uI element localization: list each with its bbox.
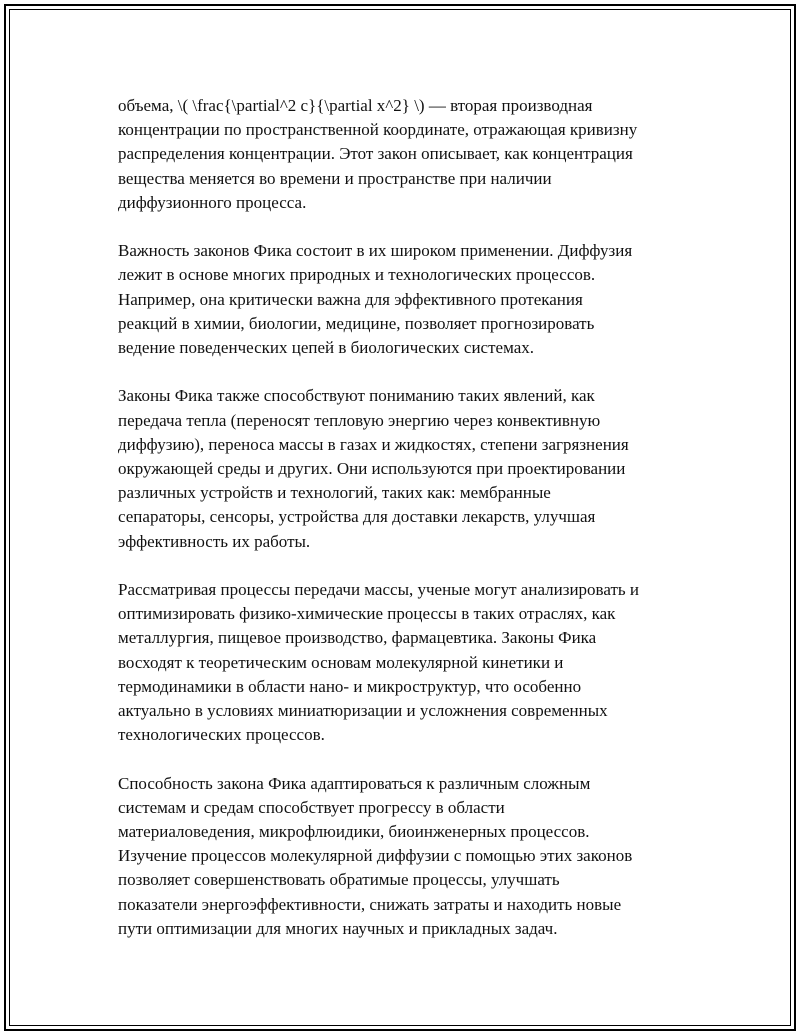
paragraph: Рассматривая процессы передачи массы, ученые могут анализировать и оптимизировать физико-химические процессы в таких отраслях, как металлургия, пищевое производство, фармацевтика. Законы Фика восходят к теоретическим основам молекулярной кинетики и термодинамики в области нано- и микроструктур, что особенно актуально в условиях миниатюризации и усложнения современных технологических процессов. [118,580,639,745]
paragraph: Способность закона Фика адаптироваться к различным сложным системам и средам способствует прогрессу в области материаловедения, микрофлюидики, биоинженерных процессов. Изучение процессов молекулярной диффузии с помощью этих законов позволяет совершенствовать обратимые процессы, улучшать показатели энергоэффективности, снижать затраты и находить новые пути оптимизации для многих научных и прикладных задач. [118,773,633,938]
paragraph: объема, \( \frac{\partial^2 c}{\partial x^2} \) — вторая производная концентрации по пространственной координате, отражающая кривизну распределения концентрации. Этот закон описывает, как концентрация вещества меняется во времени и пространстве при наличии диффузионного процесса. [118,96,638,212]
paragraph: Законы Фика также способствуют пониманию таких явлений, как передача тепла (переносят тепловую энергию через конвективную диффузию), переноса массы в газах и жидкостях, степени загрязнения окружающей среды и других. Они используются при проектировании различных устройств и технологий, таких как: мембранные сепараторы, сенсоры, устройства для доставки лекарств, улучшая эффективность их работы. [118,386,629,551]
paragraph: Важность законов Фика состоит в их широком применении. Диффузия лежит в основе многих природных и технологических процессов. Например, она критически важна для эффективного протекания реакций в химии, биологии, медицине, позволяет прогнозировать ведение поведенческих цепей в биологических системах. [118,241,633,358]
document-body [118,94,693,965]
